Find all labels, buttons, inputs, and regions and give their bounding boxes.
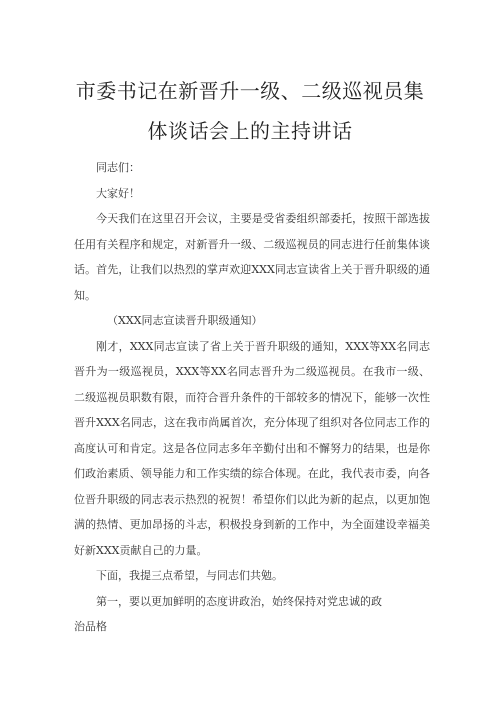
paragraph-congratulations: 刚才，XXX同志宣读了省上关于晋升职级的通知，XXX等XX名同志晋升为一级巡视员，XXX等XX名同志晋升为二级巡视员。在我市一级、二级巡视员职数有限，而符合晋升条件的干部较多的情况下，能够一次性晋升XXX名同志，这在我市尚属首次，充分体现了组织对各位同志工作的高度认可和肯定。这是各位同志多年辛勤付出和不懈努力的结果，也是你们政治素质、领导能力和工作实绩的综合体现。在此，我代表市委，向各位晋升职级的同志表示热烈的祝贺！希望你们以此为新的起点，以更加饱满的热情、更加昂扬的斗志，积极投身到新的工作中，为全面建设幸福美好新XXX贡献自己的力量。 — [74, 339, 430, 557]
document-title-line-1: 市委书记在新晋升一级、二级巡视员集 — [75, 79, 425, 103]
paragraph-first-hope: 第一，要以更加鲜明的态度讲政治，始终保持对党忠诚的政 — [96, 594, 382, 608]
document-body — [74, 155, 430, 640]
bracket-note: （XXX同志宣读晋升职级通知） — [107, 314, 263, 327]
salutation: 同志们： — [96, 161, 140, 174]
greeting: 大家好！ — [96, 186, 140, 200]
document-title-line-2: 体谈话会上的主持讲话 — [147, 119, 353, 143]
paragraph-first-hope-continued: 治品格 — [74, 620, 107, 633]
paragraph-three-hopes: 下面，我提三点希望，与同志们共勉。 — [96, 569, 283, 582]
paragraph-opening: 今天我们在这里召开会议，主要是受省委组织部委托，按照干部选拔任用有关程序和规定，对新晋升一级、二级巡视员的同志进行任前集体谈话。首先，让我们以热烈的掌声欢迎XXX同志宣读省上关于晋升职级的通知。 — [74, 212, 430, 302]
